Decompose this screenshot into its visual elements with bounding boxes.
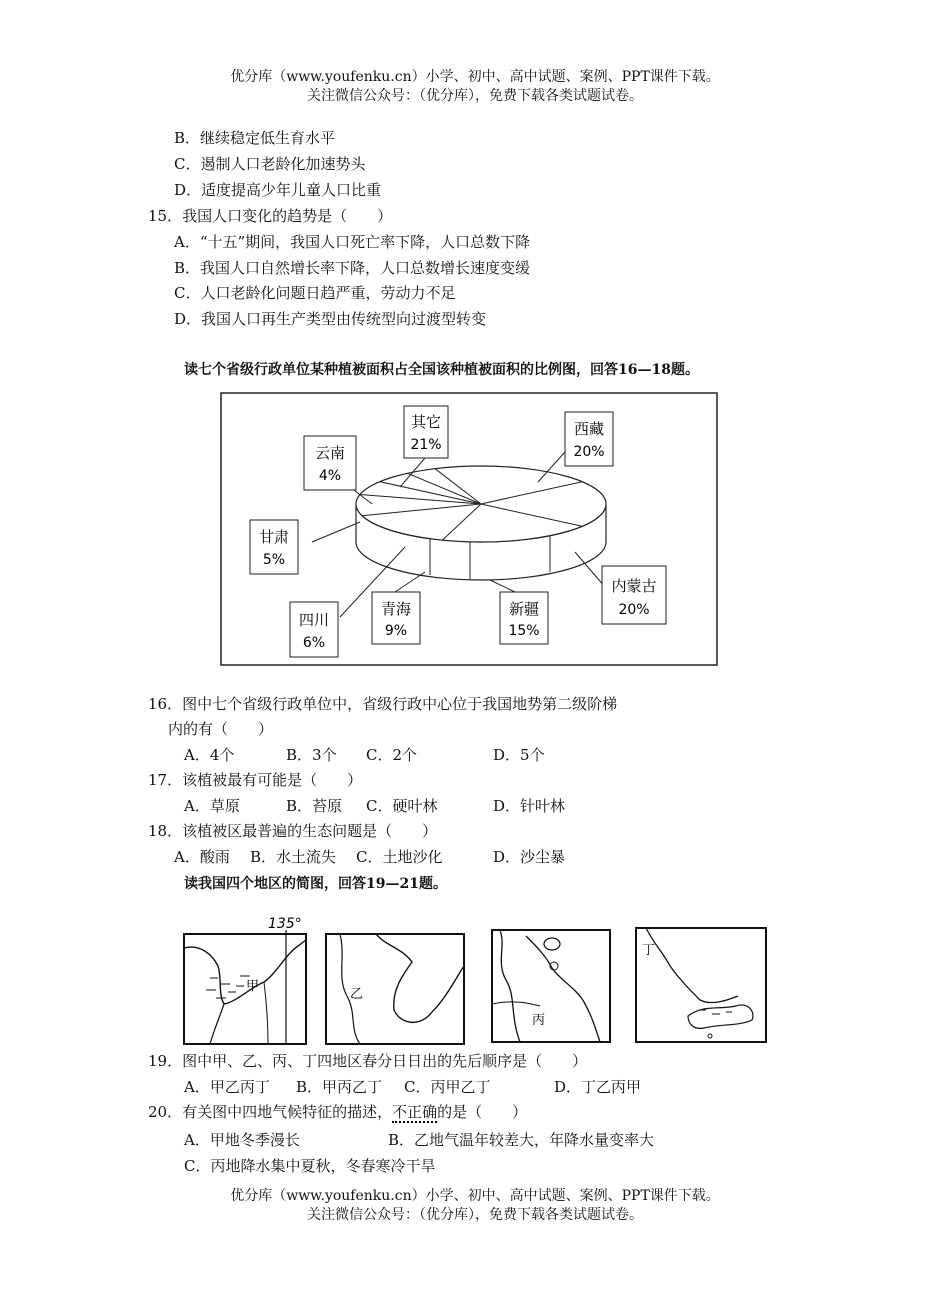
q20-stem-suffix: 的是（ ） — [437, 1103, 528, 1121]
q17-option-c: C．硬叶林 — [366, 797, 438, 815]
label-gansu — [250, 520, 298, 574]
q15-option-c: C．人口老龄化问题日趋严重，劳动力不足 — [174, 284, 456, 302]
q16-option-c: C．2个 — [366, 746, 418, 764]
section-16-18-intro: 读七个省级行政单位某种植被面积占全国该种植被面积的比例图，回答16—18题。 — [184, 362, 699, 378]
q15-option-a: A．“十五”期间，我国人口死亡率下降，人口总数下降 — [174, 233, 531, 251]
q20-option-a: A．甲地冬季漫长 — [184, 1131, 300, 1149]
label-qinghai-name: 青海 — [380, 600, 412, 618]
footer-line-1: 优分库（www.youfenku.cn）小学、初中、高中试题、案例、PPT课件下载。 — [230, 1188, 720, 1204]
q18-option-d: D．沙尘暴 — [493, 848, 566, 866]
q19-option-b: B．甲丙乙丁 — [296, 1078, 383, 1096]
label-xinjiang-name: 新疆 — [508, 600, 540, 618]
q20-stem-prefix: 20．有关图中四地气候特征的描述， — [148, 1103, 393, 1121]
q17-stem: 17．该植被最有可能是（ ） — [148, 771, 363, 789]
q19-option-a: A．甲乙丙丁 — [184, 1078, 270, 1096]
map-yi — [326, 934, 464, 1044]
label-qinghai — [372, 592, 420, 644]
q17-option-d: D．针叶林 — [493, 797, 566, 815]
map-ding — [636, 928, 766, 1042]
label-neimenggu-value: 20% — [618, 602, 650, 618]
q20-stem — [148, 1102, 527, 1122]
label-gansu-value: 5% — [262, 552, 286, 568]
label-sichuan — [290, 602, 338, 657]
q17-option-a: A．草原 — [184, 797, 240, 815]
label-yunnan-name: 云南 — [314, 444, 346, 462]
q18-option-a: A．酸雨 — [174, 848, 230, 866]
label-neimenggu — [602, 566, 666, 624]
q16-stem-line2: 内的有（ ） — [168, 720, 274, 738]
q16-option-d: D．5个 — [493, 746, 545, 764]
map-yi-label: 乙 — [350, 987, 364, 1002]
q18-option-c: C．土地沙化 — [356, 848, 443, 866]
footer-line-2: 关注微信公众号：（优分库），免费下载各类试题试卷。 — [307, 1207, 643, 1223]
q14-option-b: B．继续稳定低生育水平 — [174, 129, 336, 147]
label-qita-value: 21% — [410, 437, 442, 453]
q15-option-b: B．我国人口自然增长率下降，人口总数增长速度变缓 — [174, 259, 531, 277]
label-xizang — [565, 412, 613, 466]
map-jia — [184, 916, 306, 1044]
section-19-21-intro: 读我国四个地区的简图，回答19—21题。 — [184, 876, 447, 892]
label-yunnan-value: 4% — [318, 468, 342, 484]
label-qita — [404, 406, 448, 458]
q14-option-c: C．遏制人口老龄化加速势头 — [174, 155, 366, 173]
header-line-2: 关注微信公众号：（优分库），免费下载各类试题试卷。 — [307, 88, 643, 104]
label-qita-name: 其它 — [410, 413, 442, 431]
label-xinjiang — [500, 592, 548, 644]
q19-stem: 19．图中甲、乙、丙、丁四地区春分日日出的先后顺序是（ ） — [148, 1052, 588, 1070]
pie-chart — [220, 392, 718, 666]
label-xinjiang-value: 15% — [508, 623, 540, 639]
q15-stem: 15．我国人口变化的趋势是（ ） — [148, 207, 393, 225]
longitude-135-label: 135° — [268, 916, 302, 932]
page-header — [0, 68, 950, 106]
map-bing — [492, 930, 610, 1042]
label-sichuan-value: 6% — [302, 635, 326, 651]
four-region-maps — [180, 906, 772, 1046]
header-line-1: 优分库（www.youfenku.cn）小学、初中、高中试题、案例、PPT课件下载。 — [230, 69, 720, 85]
q17-option-b: B．苔原 — [286, 797, 343, 815]
label-xizang-name: 西藏 — [573, 420, 605, 438]
label-xizang-value: 20% — [573, 444, 605, 460]
q15-option-d: D．我国人口再生产类型由传统型向过渡型转变 — [174, 310, 487, 328]
map-bing-label: 丙 — [532, 1013, 546, 1028]
label-gansu-name: 甘肃 — [258, 528, 290, 546]
label-sichuan-name: 四川 — [298, 611, 330, 629]
q20-stem-emphasis: 不正确 — [392, 1103, 438, 1121]
q18-option-b: B．水土流失 — [250, 848, 337, 866]
map-jia-label: 甲 — [246, 979, 260, 994]
page-footer — [0, 1187, 950, 1225]
q19-option-d: D．丁乙丙甲 — [554, 1078, 642, 1096]
label-yunnan — [304, 436, 356, 490]
q20-option-c: C．丙地降水集中夏秋，冬春寒冷干旱 — [184, 1157, 436, 1175]
label-qinghai-value: 9% — [384, 623, 408, 639]
q14-option-d: D．适度提高少年儿童人口比重 — [174, 181, 382, 199]
q19-option-c: C．丙甲乙丁 — [404, 1078, 491, 1096]
q16-stem-line1: 16．图中七个省级行政单位中，省级行政中心位于我国地势第二级阶梯 — [148, 695, 618, 713]
q20-option-b: B．乙地气温年较差大，年降水量变率大 — [388, 1131, 655, 1149]
q18-stem: 18．该植被区最普遍的生态问题是（ ） — [148, 822, 438, 840]
q16-option-a: A．4个 — [184, 746, 235, 764]
q16-option-b: B．3个 — [286, 746, 337, 764]
label-neimenggu-name: 内蒙古 — [611, 577, 657, 595]
map-ding-label: 丁 — [642, 943, 656, 958]
